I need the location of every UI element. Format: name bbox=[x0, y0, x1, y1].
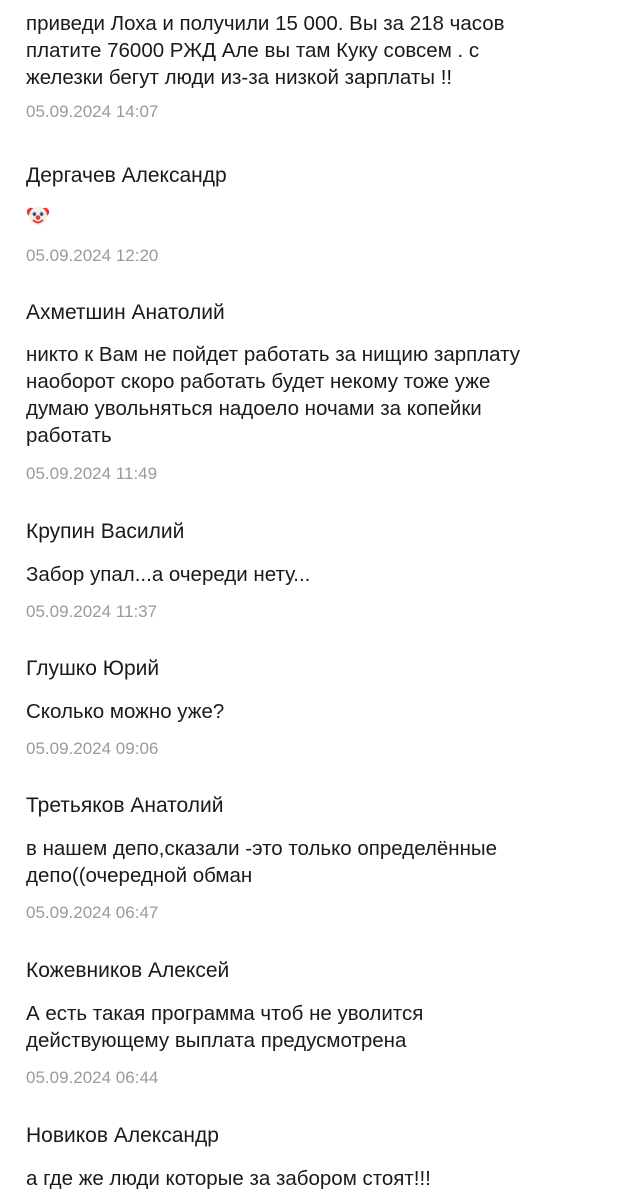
comment-item bbox=[26, 519, 310, 623]
comment-date: 05.09.2024 06:44 bbox=[26, 1068, 159, 1087]
comment-author[interactable]: Дергачев Александр bbox=[26, 164, 227, 187]
comment-item bbox=[26, 1123, 431, 1192]
comment-text: никто к Вам не пойдет работать за нищию зарплату наоборот скоро работать будет некому тоже уже думаю увольняться надоело ночами за копейки работать bbox=[26, 343, 521, 447]
comment-item bbox=[26, 300, 520, 485]
comment-text: Сколько можно уже? bbox=[26, 700, 225, 723]
comment-text: в нашем депо,сказали -это только определённые депо((очередной обман bbox=[26, 837, 498, 887]
comment-text: а где же люди которые за забором стоят!!! bbox=[26, 1167, 431, 1190]
clown-face-icon bbox=[26, 203, 50, 227]
comment-date: 05.09.2024 11:37 bbox=[26, 602, 158, 621]
comment-emoji bbox=[26, 203, 227, 229]
comment-item bbox=[26, 656, 224, 760]
comment-author[interactable]: Третьяков Анатолий bbox=[26, 794, 224, 817]
comment-author[interactable]: Глушко Юрий bbox=[26, 657, 160, 680]
comment-author[interactable]: Кожевников Алексей bbox=[26, 959, 230, 982]
comment-author[interactable]: Крупин Василий bbox=[26, 520, 185, 543]
comment-date: 05.09.2024 14:07 bbox=[26, 102, 159, 121]
comment-item bbox=[26, 163, 227, 267]
comment-author[interactable]: Ахметшин Анатолий bbox=[26, 301, 225, 324]
comment-text: А есть такая программа чтоб не уволится действующему выплата предусмотрена bbox=[26, 1002, 424, 1052]
comment-item bbox=[26, 10, 505, 123]
comment-item bbox=[26, 793, 497, 924]
comment-text: Забор упал...а очереди нету... bbox=[26, 563, 311, 586]
comment-date: 05.09.2024 09:06 bbox=[26, 739, 159, 758]
comment-author[interactable]: Новиков Александр bbox=[26, 1124, 219, 1147]
comment-date: 05.09.2024 06:47 bbox=[26, 903, 159, 922]
comment-item bbox=[26, 958, 423, 1089]
comment-text: приведи Лоха и получили 15 000. Вы за 218 часов платите 76000 РЖД Але вы там Куку совсем . с железки бегут люди из-за низкой зарплаты !! bbox=[26, 12, 505, 89]
comment-date: 05.09.2024 12:20 bbox=[26, 246, 159, 265]
comment-date: 05.09.2024 11:49 bbox=[26, 464, 158, 483]
